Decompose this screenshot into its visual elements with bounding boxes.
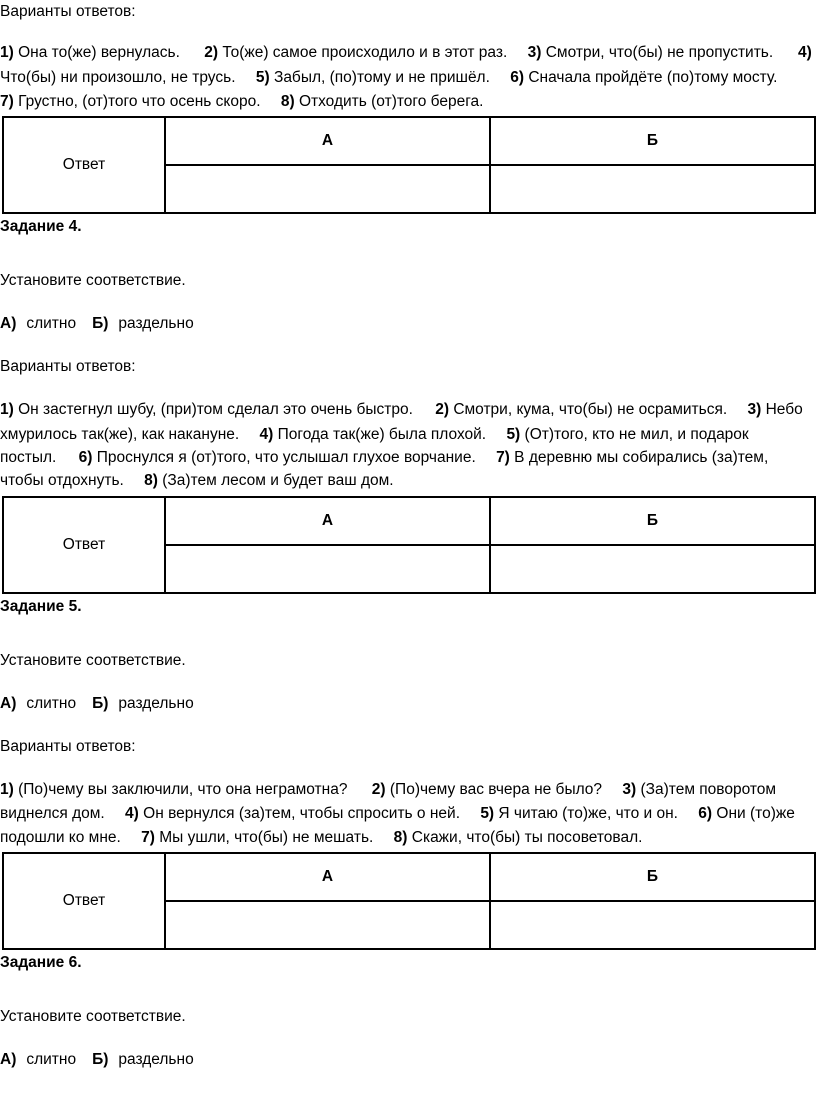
column-b-header: Б xyxy=(490,117,815,165)
option-item: 2) То(же) самое происходило и в этот раз. xyxy=(204,44,508,61)
task-instruction: Установите соответствие. xyxy=(0,272,186,289)
option-item: 6) Проснулся я (от)того, что услышал глухое ворчание. xyxy=(78,449,476,466)
option-item: 6) Они (то)же xyxy=(698,805,795,822)
options-line xyxy=(0,400,803,420)
task-title: Задание 5. xyxy=(0,598,82,615)
option-item: 6) Сначала пройдёте (по)тому мосту. xyxy=(510,69,778,86)
answer-row-label: Ответ xyxy=(3,497,165,593)
option-item: 2) (По)чему вас вчера не было? xyxy=(371,781,603,798)
options-line xyxy=(0,828,642,848)
option-item: 8) Отходить (от)того берега. xyxy=(280,93,484,110)
option-item: 7) Мы ушли, что(бы) не мешать. xyxy=(141,829,374,846)
options-line xyxy=(0,804,795,824)
option-item: 1) Она то(же) вернулась. xyxy=(0,44,180,61)
answer-row-label: Ответ xyxy=(3,853,165,949)
task-instruction: Установите соответствие. xyxy=(0,1008,186,1025)
option-item: подошли ко мне. xyxy=(0,829,121,846)
answer-table xyxy=(2,852,816,950)
options-line xyxy=(0,780,776,800)
answer-cell-a[interactable] xyxy=(165,165,490,213)
option-item: чтобы отдохнуть. xyxy=(0,472,124,489)
task-instruction: Установите соответствие. xyxy=(0,652,186,669)
option-item: 4) xyxy=(798,44,812,61)
choices-line: А) слитно Б) раздельно xyxy=(0,315,194,332)
options-line xyxy=(0,471,394,491)
option-item: 1) (По)чему вы заключили, что она неграмотна? xyxy=(0,781,348,798)
option-item: 3) Небо xyxy=(747,401,803,418)
task-title: Задание 4. xyxy=(0,218,82,235)
column-a-header: А xyxy=(165,117,490,165)
task-title: Задание 6. xyxy=(0,954,82,971)
column-b-header: Б xyxy=(490,853,815,901)
option-item: постыл. xyxy=(0,449,57,466)
answer-cell-a[interactable] xyxy=(165,545,490,593)
option-item: виднелся дом. xyxy=(0,805,105,822)
option-item: 8) (За)тем лесом и будет ваш дом. xyxy=(144,472,394,489)
variants-label: Варианты ответов: xyxy=(0,358,136,375)
option-item: 7) В деревню мы собирались (за)тем, xyxy=(496,449,769,466)
option-item: 4) Он вернулся (за)тем, чтобы спросить о ней. xyxy=(125,805,460,822)
options-line xyxy=(0,92,483,112)
choices-line: А) слитно Б) раздельно xyxy=(0,1051,194,1068)
option-item: хмурилось так(же), как накануне. xyxy=(0,426,240,443)
column-b-header: Б xyxy=(490,497,815,545)
option-item: 5) Я читаю (то)же, что и он. xyxy=(480,805,678,822)
answer-table xyxy=(2,496,816,594)
option-item: Что(бы) ни произошло, не трусь. xyxy=(0,69,236,86)
option-item: 3) (За)тем поворотом xyxy=(622,781,777,798)
choices-line: А) слитно Б) раздельно xyxy=(0,695,194,712)
answer-table xyxy=(2,116,816,214)
column-a-header: А xyxy=(165,853,490,901)
variants-label: Варианты ответов: xyxy=(0,3,136,20)
answer-cell-a[interactable] xyxy=(165,901,490,949)
variants-label: Варианты ответов: xyxy=(0,738,136,755)
option-item: 3) Смотри, что(бы) не пропустить. xyxy=(527,44,774,61)
answer-cell-b[interactable] xyxy=(490,545,815,593)
option-item: 2) Смотри, кума, что(бы) не осрамиться. xyxy=(435,401,728,418)
option-item: 8) Скажи, что(бы) ты посоветовал. xyxy=(393,829,643,846)
options-line xyxy=(0,425,749,445)
options-line xyxy=(0,43,816,63)
option-item: 5) Забыл, (по)тому и не пришёл. xyxy=(255,69,490,86)
answer-cell-b[interactable] xyxy=(490,165,815,213)
option-item: 1) Он застегнул шубу, (при)том сделал это очень быстро. xyxy=(0,401,413,418)
option-item: 4) Погода так(же) была плохой. xyxy=(259,426,487,443)
column-a-header: А xyxy=(165,497,490,545)
answer-cell-b[interactable] xyxy=(490,901,815,949)
option-item: 7) Грустно, (от)того что осень скоро. xyxy=(0,93,261,110)
options-line xyxy=(0,68,777,88)
options-line xyxy=(0,448,768,468)
answer-row-label: Ответ xyxy=(3,117,165,213)
option-item: 5) (От)того, кто не мил, и подарок xyxy=(506,426,749,443)
